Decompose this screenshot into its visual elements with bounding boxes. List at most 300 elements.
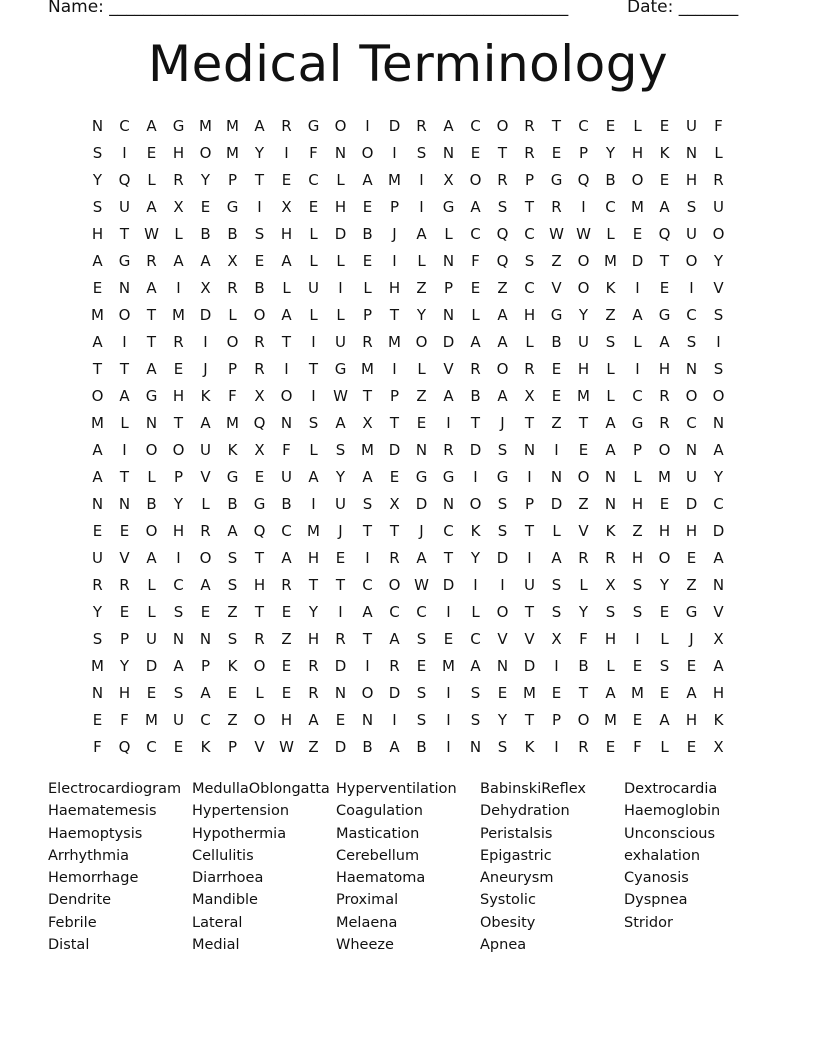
- grid-letter: R: [92, 575, 103, 594]
- grid-letter: M: [91, 413, 104, 432]
- grid-letter: E: [362, 197, 373, 216]
- word-list-item: BabinskiReflex: [480, 781, 586, 797]
- word-list-item: Diarrhoea: [192, 870, 264, 887]
- word-list-item: Hypothermia: [192, 825, 287, 842]
- grid-letter: A: [362, 467, 373, 486]
- grid-letter: I: [473, 467, 478, 486]
- grid-letter: L: [417, 359, 426, 378]
- grid-letter: U: [200, 440, 211, 459]
- grid-letter: B: [254, 278, 265, 297]
- grid-letter: O: [199, 143, 212, 162]
- grid-letter: A: [389, 629, 400, 648]
- grid-letter: C: [200, 710, 211, 729]
- grid-letter: H: [685, 170, 698, 189]
- grid-letter: R: [254, 332, 265, 351]
- grid-letter: S: [470, 710, 481, 729]
- grid-letter: H: [685, 710, 698, 729]
- word-list-item: Cyanosis: [624, 870, 689, 887]
- grid-letter: E: [551, 386, 562, 405]
- grid-letter: D: [388, 440, 401, 459]
- grid-letter: I: [446, 413, 451, 432]
- grid-letter: D: [631, 251, 644, 270]
- grid-letter: I: [311, 386, 316, 405]
- grid-letter: O: [334, 116, 347, 135]
- grid-letter: R: [578, 737, 589, 756]
- grid-letter: P: [362, 305, 373, 324]
- grid-letter: H: [253, 575, 266, 594]
- grid-letter: E: [497, 683, 508, 702]
- grid-letter: Z: [578, 494, 589, 513]
- word-list-item: Haemoglobin: [624, 803, 721, 820]
- grid-letter: P: [119, 629, 130, 648]
- grid-letter: X: [200, 278, 211, 297]
- grid-letter: H: [604, 629, 617, 648]
- word-list-item: Mastication: [336, 825, 420, 842]
- grid-letter: Z: [551, 413, 562, 432]
- grid-letter: N: [712, 575, 725, 594]
- word-list: [48, 778, 788, 958]
- grid-letter: W: [414, 575, 429, 594]
- grid-letter: S: [227, 575, 238, 594]
- grid-letter: A: [308, 467, 319, 486]
- grid-letter: Y: [92, 602, 103, 621]
- grid-letter: H: [631, 494, 644, 513]
- grid-letter: I: [446, 710, 451, 729]
- grid-letter: L: [309, 251, 318, 270]
- grid-letter: P: [524, 494, 535, 513]
- grid-letter: N: [442, 305, 455, 324]
- grid-letter: L: [660, 629, 669, 648]
- grid-letter: A: [227, 521, 238, 540]
- word-list-item: Haematemesis: [48, 803, 157, 820]
- grid-letter: H: [118, 683, 131, 702]
- grid-letter: U: [308, 278, 319, 297]
- grid-letter: A: [254, 116, 265, 135]
- grid-letter: R: [389, 656, 400, 675]
- grid-letter: I: [365, 116, 370, 135]
- grid-letter: U: [686, 467, 697, 486]
- grid-letter: E: [605, 737, 616, 756]
- grid-letter: H: [280, 710, 293, 729]
- grid-letter: N: [469, 737, 482, 756]
- grid-letter: C: [308, 170, 319, 189]
- grid-letter: Y: [200, 170, 211, 189]
- grid-letter: F: [93, 737, 102, 756]
- grid-letter: L: [174, 224, 183, 243]
- grid-letter: Z: [227, 710, 238, 729]
- grid-letter: O: [577, 467, 590, 486]
- grid-letter: T: [362, 386, 373, 405]
- grid-letter: E: [632, 656, 643, 675]
- grid-letter: E: [551, 143, 562, 162]
- grid-letter: G: [496, 467, 509, 486]
- grid-letter: B: [551, 332, 562, 351]
- grid-letter: J: [500, 413, 505, 432]
- word-search-grid: [84, 112, 732, 760]
- grid-letter: W: [549, 224, 564, 243]
- grid-letter: E: [281, 656, 292, 675]
- grid-letter: N: [199, 629, 212, 648]
- grid-letter: L: [606, 386, 615, 405]
- grid-letter: Z: [308, 737, 319, 756]
- grid-letter: F: [471, 251, 480, 270]
- grid-letter: A: [551, 548, 562, 567]
- grid-letter: I: [122, 440, 127, 459]
- word-list-item: Obesity: [480, 914, 536, 931]
- grid-letter: O: [469, 494, 482, 513]
- grid-letter: C: [578, 116, 589, 135]
- grid-letter: B: [578, 656, 589, 675]
- grid-letter: H: [172, 521, 185, 540]
- grid-letter: Y: [659, 575, 670, 594]
- grid-letter: E: [686, 548, 697, 567]
- grid-letter: Y: [119, 656, 130, 675]
- grid-letter: C: [605, 197, 616, 216]
- grid-letter: J: [203, 359, 208, 378]
- grid-letter: M: [145, 710, 158, 729]
- word-list-item: Haemoptysis: [48, 825, 143, 842]
- word-list-item: Hypertension: [192, 803, 290, 820]
- grid-letter: T: [362, 521, 373, 540]
- grid-letter: P: [389, 197, 400, 216]
- header: [48, 0, 748, 19]
- grid-letter: L: [714, 143, 723, 162]
- grid-letter: R: [227, 278, 238, 297]
- grid-letter: X: [524, 386, 535, 405]
- grid-letter: N: [280, 413, 293, 432]
- grid-letter: E: [335, 710, 346, 729]
- grid-letter: S: [551, 602, 562, 621]
- grid-letter: H: [172, 386, 185, 405]
- grid-letter: U: [335, 332, 346, 351]
- grid-letter: R: [362, 332, 373, 351]
- grid-letter: S: [335, 440, 346, 459]
- grid-letter: A: [389, 737, 400, 756]
- word-list-item: Electrocardiogram: [48, 781, 182, 797]
- grid-letter: L: [417, 251, 426, 270]
- grid-letter: E: [551, 359, 562, 378]
- grid-letter: O: [685, 251, 698, 270]
- grid-letter: J: [392, 224, 397, 243]
- grid-letter: A: [605, 683, 616, 702]
- grid-letter: M: [388, 170, 401, 189]
- grid-letter: D: [442, 575, 455, 594]
- grid-letter: N: [118, 494, 131, 513]
- word-list-item: Cellulitis: [192, 847, 254, 864]
- grid-letter: H: [658, 359, 671, 378]
- grid-letter: X: [389, 494, 400, 513]
- grid-letter: M: [577, 386, 590, 405]
- word-list-item: Melaena: [336, 914, 398, 931]
- word-list-item: Coagulation: [336, 803, 423, 820]
- grid-letter: U: [524, 575, 535, 594]
- word-list-item: Medial: [192, 937, 240, 954]
- grid-letter: X: [362, 413, 373, 432]
- grid-letter: P: [389, 386, 400, 405]
- grid-letter: C: [146, 737, 157, 756]
- grid-letter: Q: [253, 413, 266, 432]
- grid-letter: K: [605, 521, 616, 540]
- grid-letter: T: [119, 467, 130, 486]
- grid-letter: A: [659, 332, 670, 351]
- word-list-item: Arrhythmia: [48, 847, 130, 864]
- grid-letter: M: [658, 467, 671, 486]
- grid-letter: M: [226, 116, 239, 135]
- grid-letter: L: [471, 305, 480, 324]
- grid-letter: C: [524, 278, 535, 297]
- grid-letter: S: [173, 683, 184, 702]
- grid-letter: O: [253, 710, 266, 729]
- grid-letter: T: [254, 170, 265, 189]
- grid-letter: C: [389, 602, 400, 621]
- grid-letter: J: [689, 629, 694, 648]
- grid-letter: M: [631, 683, 644, 702]
- grid-letter: Z: [551, 251, 562, 270]
- grid-letter: T: [173, 413, 184, 432]
- grid-letter: S: [308, 413, 319, 432]
- grid-letter: M: [604, 710, 617, 729]
- grid-letter: M: [442, 656, 455, 675]
- grid-letter: D: [388, 116, 401, 135]
- grid-letter: S: [416, 710, 427, 729]
- grid-letter: G: [658, 305, 671, 324]
- grid-letter: T: [281, 332, 292, 351]
- word-list-item: exhalation: [624, 847, 701, 864]
- grid-letter: I: [122, 143, 127, 162]
- grid-letter: B: [227, 224, 238, 243]
- grid-letter: A: [146, 278, 157, 297]
- grid-letter: Y: [335, 467, 346, 486]
- grid-letter: W: [333, 386, 348, 405]
- grid-letter: B: [362, 224, 373, 243]
- grid-letter: S: [605, 602, 616, 621]
- grid-letter: A: [362, 602, 373, 621]
- grid-letter: D: [685, 494, 698, 513]
- grid-letter: R: [524, 116, 535, 135]
- grid-letter: P: [173, 467, 184, 486]
- grid-letter: A: [146, 197, 157, 216]
- grid-letter: X: [443, 170, 454, 189]
- grid-letter: L: [660, 737, 669, 756]
- grid-letter: V: [524, 629, 535, 648]
- grid-letter: O: [712, 224, 725, 243]
- grid-letter: M: [91, 656, 104, 675]
- grid-letter: M: [388, 332, 401, 351]
- grid-letter: R: [551, 197, 562, 216]
- grid-letter: L: [336, 251, 345, 270]
- grid-letter: Y: [254, 143, 265, 162]
- grid-letter: N: [91, 116, 104, 135]
- grid-letter: O: [145, 440, 158, 459]
- grid-letter: E: [470, 143, 481, 162]
- grid-letter: M: [226, 413, 239, 432]
- grid-letter: I: [176, 548, 181, 567]
- grid-letter: H: [280, 224, 293, 243]
- grid-letter: R: [281, 116, 292, 135]
- grid-letter: S: [227, 629, 238, 648]
- grid-letter: V: [254, 737, 265, 756]
- grid-letter: Y: [470, 548, 481, 567]
- word-list-item: Cerebellum: [336, 847, 420, 864]
- grid-letter: S: [605, 332, 616, 351]
- grid-letter: Y: [713, 251, 724, 270]
- grid-letter: I: [122, 332, 127, 351]
- grid-letter: G: [442, 467, 455, 486]
- grid-letter: U: [686, 224, 697, 243]
- grid-letter: T: [524, 602, 535, 621]
- grid-letter: A: [443, 116, 454, 135]
- grid-letter: T: [389, 305, 400, 324]
- grid-letter: C: [470, 116, 481, 135]
- grid-letter: Y: [578, 305, 589, 324]
- grid-letter: O: [496, 359, 509, 378]
- grid-letter: B: [200, 224, 211, 243]
- grid-letter: L: [147, 170, 156, 189]
- grid-letter: T: [551, 116, 562, 135]
- grid-letter: N: [523, 440, 536, 459]
- grid-letter: C: [443, 521, 454, 540]
- grid-letter: E: [389, 467, 400, 486]
- grid-letter: N: [442, 251, 455, 270]
- grid-letter: O: [361, 143, 374, 162]
- grid-letter: T: [335, 575, 346, 594]
- grid-letter: R: [416, 116, 427, 135]
- grid-letter: E: [200, 197, 211, 216]
- grid-letter: N: [685, 143, 698, 162]
- grid-letter: I: [554, 737, 559, 756]
- grid-letter: Y: [497, 710, 508, 729]
- grid-letter: F: [282, 440, 291, 459]
- grid-letter: I: [635, 629, 640, 648]
- grid-letter: E: [443, 629, 454, 648]
- grid-letter: R: [497, 170, 508, 189]
- grid-letter: M: [523, 683, 536, 702]
- grid-letter: T: [254, 602, 265, 621]
- grid-letter: A: [470, 332, 481, 351]
- grid-letter: G: [253, 494, 266, 513]
- grid-letter: O: [658, 548, 671, 567]
- grid-letter: Y: [578, 602, 589, 621]
- grid-letter: N: [361, 710, 374, 729]
- grid-letter: R: [146, 251, 157, 270]
- grid-letter: D: [712, 521, 725, 540]
- grid-letter: S: [497, 521, 508, 540]
- grid-letter: H: [712, 683, 725, 702]
- grid-letter: P: [551, 710, 562, 729]
- grid-letter: A: [335, 413, 346, 432]
- grid-letter: L: [606, 224, 615, 243]
- grid-letter: V: [443, 359, 454, 378]
- grid-letter: T: [146, 332, 157, 351]
- word-list-item: Systolic: [480, 892, 536, 909]
- grid-letter: E: [632, 224, 643, 243]
- grid-letter: H: [685, 521, 698, 540]
- grid-letter: A: [713, 548, 724, 567]
- grid-letter: S: [497, 737, 508, 756]
- grid-letter: T: [524, 521, 535, 540]
- grid-letter: E: [551, 683, 562, 702]
- grid-letter: U: [335, 494, 346, 513]
- grid-letter: L: [120, 413, 129, 432]
- grid-letter: E: [173, 737, 184, 756]
- grid-letter: C: [524, 224, 535, 243]
- grid-letter: E: [659, 602, 670, 621]
- grid-letter: Z: [227, 602, 238, 621]
- grid-letter: O: [496, 116, 509, 135]
- grid-letter: E: [119, 521, 130, 540]
- grid-letter: X: [713, 629, 724, 648]
- grid-letter: B: [362, 737, 373, 756]
- grid-letter: E: [227, 683, 238, 702]
- grid-letter: I: [311, 332, 316, 351]
- page-title: Medical Terminology: [147, 35, 669, 93]
- grid-letter: Q: [496, 251, 509, 270]
- grid-letter: E: [416, 656, 427, 675]
- grid-letter: T: [524, 710, 535, 729]
- grid-letter: S: [227, 548, 238, 567]
- grid-letter: I: [257, 197, 262, 216]
- grid-letter: E: [281, 602, 292, 621]
- grid-letter: U: [578, 332, 589, 351]
- grid-letter: O: [118, 305, 131, 324]
- grid-letter: Z: [605, 305, 616, 324]
- grid-letter: O: [469, 170, 482, 189]
- grid-letter: V: [551, 278, 562, 297]
- grid-letter: R: [308, 683, 319, 702]
- grid-letter: N: [334, 143, 347, 162]
- grid-letter: M: [361, 440, 374, 459]
- grid-letter: Q: [118, 170, 131, 189]
- grid-letter: I: [446, 683, 451, 702]
- grid-letter: I: [311, 494, 316, 513]
- grid-letter: A: [173, 251, 184, 270]
- word-list-item: Dehydration: [480, 803, 570, 820]
- grid-letter: T: [308, 359, 319, 378]
- grid-letter: A: [281, 305, 292, 324]
- grid-letter: X: [173, 197, 184, 216]
- grid-letter: A: [713, 440, 724, 459]
- grid-letter: J: [419, 521, 424, 540]
- grid-letter: B: [605, 170, 616, 189]
- grid-letter: N: [442, 143, 455, 162]
- grid-letter: O: [577, 278, 590, 297]
- grid-letter: A: [200, 683, 211, 702]
- grid-letter: H: [307, 629, 320, 648]
- grid-letter: O: [361, 683, 374, 702]
- grid-letter: P: [200, 656, 211, 675]
- grid-letter: G: [631, 413, 644, 432]
- grid-letter: P: [227, 359, 238, 378]
- grid-letter: I: [500, 575, 505, 594]
- grid-letter: F: [309, 143, 318, 162]
- grid-letter: M: [91, 305, 104, 324]
- grid-letter: A: [659, 197, 670, 216]
- grid-letter: U: [686, 116, 697, 135]
- word-list-item: Stridor: [624, 914, 673, 931]
- grid-letter: L: [633, 116, 642, 135]
- grid-letter: S: [659, 656, 670, 675]
- grid-letter: G: [550, 305, 563, 324]
- grid-letter: X: [254, 440, 265, 459]
- word-list-item: Unconscious: [624, 825, 716, 842]
- grid-letter: G: [550, 170, 563, 189]
- grid-letter: A: [416, 224, 427, 243]
- grid-letter: D: [334, 656, 347, 675]
- grid-letter: D: [550, 494, 563, 513]
- grid-letter: O: [631, 170, 644, 189]
- grid-letter: H: [631, 143, 644, 162]
- grid-letter: Z: [632, 521, 643, 540]
